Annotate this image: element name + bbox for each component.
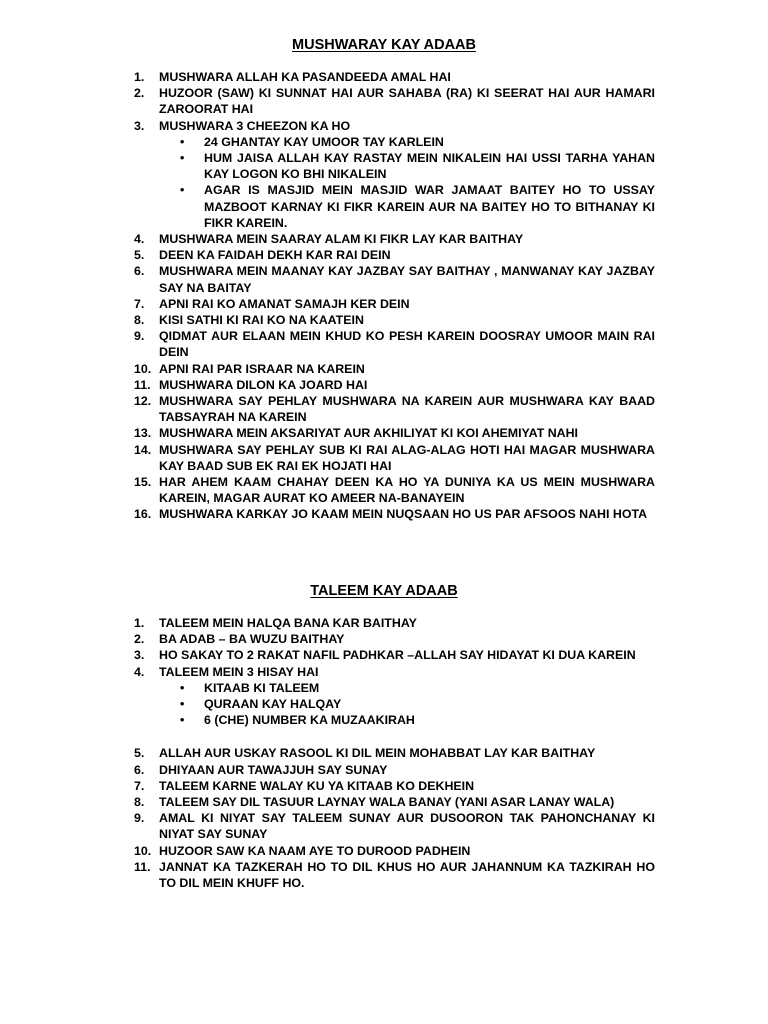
sub-item-text: 24 GHANTAY KAY UMOOR TAY KARLEIN [204, 134, 444, 149]
sub-list-item [159, 696, 655, 712]
item-number: 15. [134, 475, 152, 490]
item-number: 3. [134, 648, 145, 663]
bullet-icon: • [180, 697, 185, 712]
item-text: MUSHWARA SAY PEHLAY SUB KI RAI ALAG-ALAG HOTI HAI MAGAR MUSHWARA KAY BAAD SUB EK RAI EK HOJATI HAI [159, 442, 655, 473]
sub-list [159, 134, 655, 231]
item-text: APNI RAI PAR ISRAAR NA KAREIN [159, 361, 365, 376]
list-item [134, 231, 655, 247]
section-title-mushwaray: MUSHWARAY KAY ADAAB [292, 37, 476, 53]
item-number: 10. [134, 361, 152, 376]
list-item [134, 328, 655, 360]
list-item [134, 118, 655, 231]
list-item [134, 296, 655, 312]
section-title-taleem: TALEEM KAY ADAAB [310, 583, 458, 599]
list-item [134, 69, 655, 85]
list-item [134, 312, 655, 328]
list-item [134, 247, 655, 263]
item-text: MUSHWARA KARKAY JO KAAM MEIN NUQSAAN HO US PAR AFSOOS NAHI HOTA [159, 507, 648, 522]
list-item [134, 859, 655, 891]
sub-list [159, 680, 655, 729]
item-number: 7. [134, 778, 145, 793]
item-number: 1. [134, 616, 145, 630]
bullet-icon: • [180, 713, 185, 728]
list-item [134, 506, 655, 522]
item-number: 9. [134, 811, 145, 826]
item-number: 5. [134, 746, 145, 761]
item-number: 9. [134, 329, 145, 344]
list-item [134, 810, 655, 842]
item-number: 4. [134, 664, 145, 679]
sub-list-item [159, 680, 655, 696]
item-text: MUSHWARA DILON KA JOARD HAI [159, 377, 368, 392]
sub-list-item [159, 712, 655, 728]
sub-list-item [159, 134, 655, 150]
item-text: TALEEM MEIN HALQA BANA KAR BAITHAY [159, 616, 417, 630]
item-text: JANNAT KA TAZKERAH HO TO DIL KHUS HO AUR JAHANNUM KA TAZKIRAH HO TO DIL MEIN KHUFF HO. [159, 859, 655, 891]
item-text: MUSHWARA MEIN MAANAY KAY JAZBAY SAY BAITHAY , MANWANAY KAY JAZBAY SAY NA BAITAY [159, 264, 655, 295]
item-text: KISI SATHI KI RAI KO NA KAATEIN [159, 313, 364, 328]
sub-item-text: AGAR IS MASJID MEIN MASJID WAR JAMAAT BAITEY HO TO USSAY MAZBOOT KARNAY KI FIKR KAREIN AUR NA BAITEY HO TO BITHANAY KI FIKR KAREIN. [204, 183, 655, 230]
item-number: 2. [134, 632, 145, 647]
list-item [134, 778, 655, 794]
item-number: 1. [134, 70, 145, 84]
item-text: APNI RAI KO AMANAT SAMAJH KER DEIN [159, 296, 410, 311]
item-number: 4. [134, 232, 145, 247]
sub-item-text: QURAAN KAY HALQAY [204, 697, 342, 712]
item-number: 8. [134, 313, 145, 328]
item-text: MUSHWARA SAY PEHLAY MUSHWARA NA KAREIN AUR MUSHWARA KAY BAAD TABSAYRAH NA KAREIN [159, 394, 655, 425]
list-item [134, 263, 655, 295]
bullet-icon: • [180, 680, 185, 695]
item-text: MUSHWARA 3 CHEEZON KA HO [159, 118, 351, 133]
item-text: MUSHWARA ALLAH KA PASANDEEDA AMAL HAI [159, 70, 451, 84]
sub-item-text: 6 (CHE) NUMBER KA MUZAAKIRAH [204, 713, 415, 728]
item-text: AMAL KI NIYAT SAY TALEEM SUNAY AUR DUSOORON TAK PAHONCHANAY KI NIYAT SAY SUNAY [159, 811, 655, 842]
item-number: 3. [134, 118, 145, 133]
item-text: TALEEM KARNE WALAY KU YA KITAAB KO DEKHEIN [159, 778, 475, 793]
item-number: 2. [134, 86, 145, 101]
item-number: 6. [134, 762, 145, 777]
list-item [134, 615, 655, 631]
item-text: HUZOOR SAW KA NAAM AYE TO DUROOD PADHEIN [159, 843, 471, 858]
item-text: TALEEM MEIN 3 HISAY HAI [159, 664, 319, 679]
list-item [134, 794, 655, 810]
item-text: DHIYAAN AUR TAWAJJUH SAY SUNAY [159, 762, 388, 777]
item-number: 16. [134, 507, 152, 522]
list-item [134, 631, 655, 647]
item-text: BA ADAB – BA WUZU BAITHAY [159, 632, 345, 647]
sub-item-text: KITAAB KI TALEEM [204, 680, 320, 695]
sub-list-item [159, 150, 655, 182]
list-taleem-adaab [134, 615, 655, 891]
list-item [134, 442, 655, 474]
list-item [134, 425, 655, 441]
item-text: MUSHWARA MEIN AKSARIYAT AUR AKHILIYAT KI KOI AHEMIYAT NAHI [159, 426, 578, 441]
list-item [134, 377, 655, 393]
list-item [134, 361, 655, 377]
item-text: HO SAKAY TO 2 RAKAT NAFIL PADHKAR –ALLAH SAY HIDAYAT KI DUA KAREIN [159, 648, 636, 663]
list-item [134, 85, 655, 117]
item-text: ALLAH AUR USKAY RASOOL KI DIL MEIN MOHABBAT LAY KAR BAITHAY [159, 746, 596, 761]
list-item [134, 664, 655, 729]
bullet-icon: • [180, 151, 185, 166]
item-number: 14. [134, 442, 152, 457]
list-item [134, 393, 655, 425]
list-item [134, 762, 655, 778]
list-mushwaray-adaab [134, 69, 655, 523]
item-text: QIDMAT AUR ELAAN MEIN KHUD KO PESH KAREIN DOOSRAY UMOOR MAIN RAI DEIN [159, 329, 655, 360]
list-item [134, 745, 655, 761]
item-number: 8. [134, 795, 145, 810]
list-item [134, 474, 655, 506]
item-number: 12. [134, 394, 152, 409]
item-text: HUZOOR (SAW) KI SUNNAT HAI AUR SAHABA (RA) KI SEERAT HAI AUR HAMARI ZAROORAT HAI [159, 86, 655, 117]
bullet-icon: • [180, 183, 185, 198]
sub-item-text: HUM JAISA ALLAH KAY RASTAY MEIN NIKALEIN HAI USSI TARHA YAHAN KAY LOGON KO BHI NIKALEIN [204, 151, 655, 182]
item-number: 11. [134, 377, 151, 392]
item-number: 6. [134, 264, 145, 279]
item-number: 5. [134, 248, 145, 263]
bullet-icon: • [180, 134, 185, 149]
item-number: 10. [134, 843, 152, 858]
item-text: HAR AHEM KAAM CHAHAY DEEN KA HO YA DUNIYA KA US MEIN MUSHWARA KAREIN, MAGAR AURAT KO AMEER NA-BANAYEIN [159, 475, 655, 506]
item-number: 7. [134, 296, 145, 311]
list-item [134, 843, 655, 859]
sub-list-item [159, 182, 655, 231]
item-text: DEEN KA FAIDAH DEKH KAR RAI DEIN [159, 248, 391, 263]
list-item [134, 647, 655, 663]
item-text: MUSHWARA MEIN SAARAY ALAM KI FIKR LAY KAR BAITHAY [159, 232, 524, 247]
item-number: 13. [134, 426, 152, 441]
item-text: TALEEM SAY DIL TASUUR LAYNAY WALA BANAY (YANI ASAR LANAY WALA) [159, 795, 615, 810]
item-number: 11. [134, 859, 151, 874]
